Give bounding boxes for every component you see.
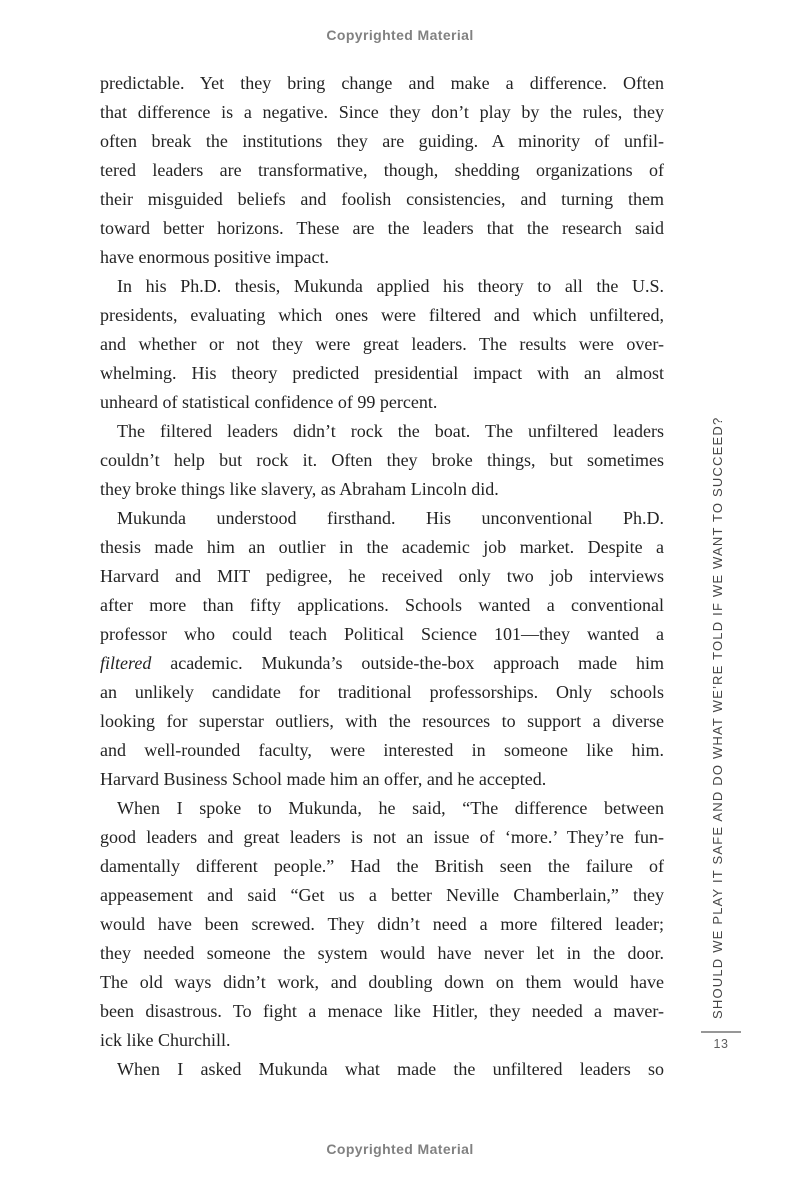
- text-line: In his Ph.D. thesis, Mukunda applied his theory to all the U.S.: [117, 276, 664, 296]
- text-line: and well-rounded faculty, were interested in someone like him.: [100, 740, 664, 760]
- text-line: thesis made him an outlier in the academic job market. Despite a: [100, 537, 664, 557]
- text-line: often break the institutions they are guiding. A minority of unfil-: [100, 131, 664, 151]
- text-line: presidents, evaluating which ones were filtered and which unfiltered,: [100, 305, 664, 325]
- text-line: predictable. Yet they bring change and make a difference. Often: [100, 73, 664, 93]
- text-line: Mukunda understood firsthand. His unconventional Ph.D.: [117, 508, 664, 528]
- text-line: damentally different people.” Had the British seen the failure of: [100, 856, 664, 876]
- text-line: When I asked Mukunda what made the unfiltered leaders so: [117, 1059, 664, 1079]
- copyright-notice-bottom: Copyrighted Material: [326, 1141, 474, 1157]
- text-line: The old ways didn’t work, and doubling down on them would have: [100, 972, 664, 992]
- text-line: whelming. His theory predicted presidential impact with an almost: [100, 363, 664, 383]
- text-line: The filtered leaders didn’t rock the boat. The unfiltered leaders: [117, 421, 664, 441]
- text-line: after more than fifty applications. Schools wanted a conventional: [100, 595, 664, 615]
- text-line: they broke things like slavery, as Abraham Lincoln did.: [100, 479, 499, 499]
- text-line: been disastrous. To fight a menace like Hitler, they needed a maver-: [100, 1001, 664, 1021]
- text-line: When I spoke to Mukunda, he said, “The difference between: [117, 798, 664, 818]
- text-line: good leaders and great leaders is not an issue of ‘more.’ They’re fun-: [100, 827, 664, 847]
- text-line: tered leaders are transformative, though, shedding organizations of: [100, 160, 664, 180]
- text-line: their misguided beliefs and foolish consistencies, and turning them: [100, 189, 664, 209]
- page-text: [100, 69, 664, 1084]
- text-line: couldn’t help but rock it. Often they broke things, but sometimes: [100, 450, 664, 470]
- text-line: filtered academic. Mukunda’s outside-the-box approach made him: [100, 653, 664, 673]
- text-line: would have been screwed. They didn’t need a more filtered leader;: [100, 914, 664, 934]
- page-number-divider: [701, 1031, 741, 1033]
- text-line: ick like Churchill.: [100, 1030, 231, 1050]
- chapter-title-vertical: SHOULD WE PLAY IT SAFE AND DO WHAT WE’RE TOLD IF WE WANT TO SUCCEED?: [710, 416, 725, 1019]
- text-line: appeasement and said “Get us a better Neville Chamberlain,” they: [100, 885, 664, 905]
- page-number: 13: [713, 1037, 729, 1051]
- copyright-notice-top: Copyrighted Material: [326, 27, 474, 43]
- text-line: and whether or not they were great leaders. The results were over-: [100, 334, 664, 354]
- text-line: they needed someone the system would have never let in the door.: [100, 943, 664, 963]
- text-line: have enormous positive impact.: [100, 247, 329, 267]
- text-line: Harvard Business School made him an offer, and he accepted.: [100, 769, 547, 789]
- text-line: unheard of statistical confidence of 99 percent.: [100, 392, 438, 412]
- text-line: that difference is a negative. Since they don’t play by the rules, they: [100, 102, 664, 122]
- text-line: looking for superstar outliers, with the resources to support a diverse: [100, 711, 664, 731]
- text-line: Harvard and MIT pedigree, he received only two job interviews: [100, 566, 664, 586]
- text-line: an unlikely candidate for traditional professorships. Only schools: [100, 682, 664, 702]
- text-line: professor who could teach Political Science 101—they wanted a: [100, 624, 664, 644]
- text-line: toward better horizons. These are the leaders that the research said: [100, 218, 664, 238]
